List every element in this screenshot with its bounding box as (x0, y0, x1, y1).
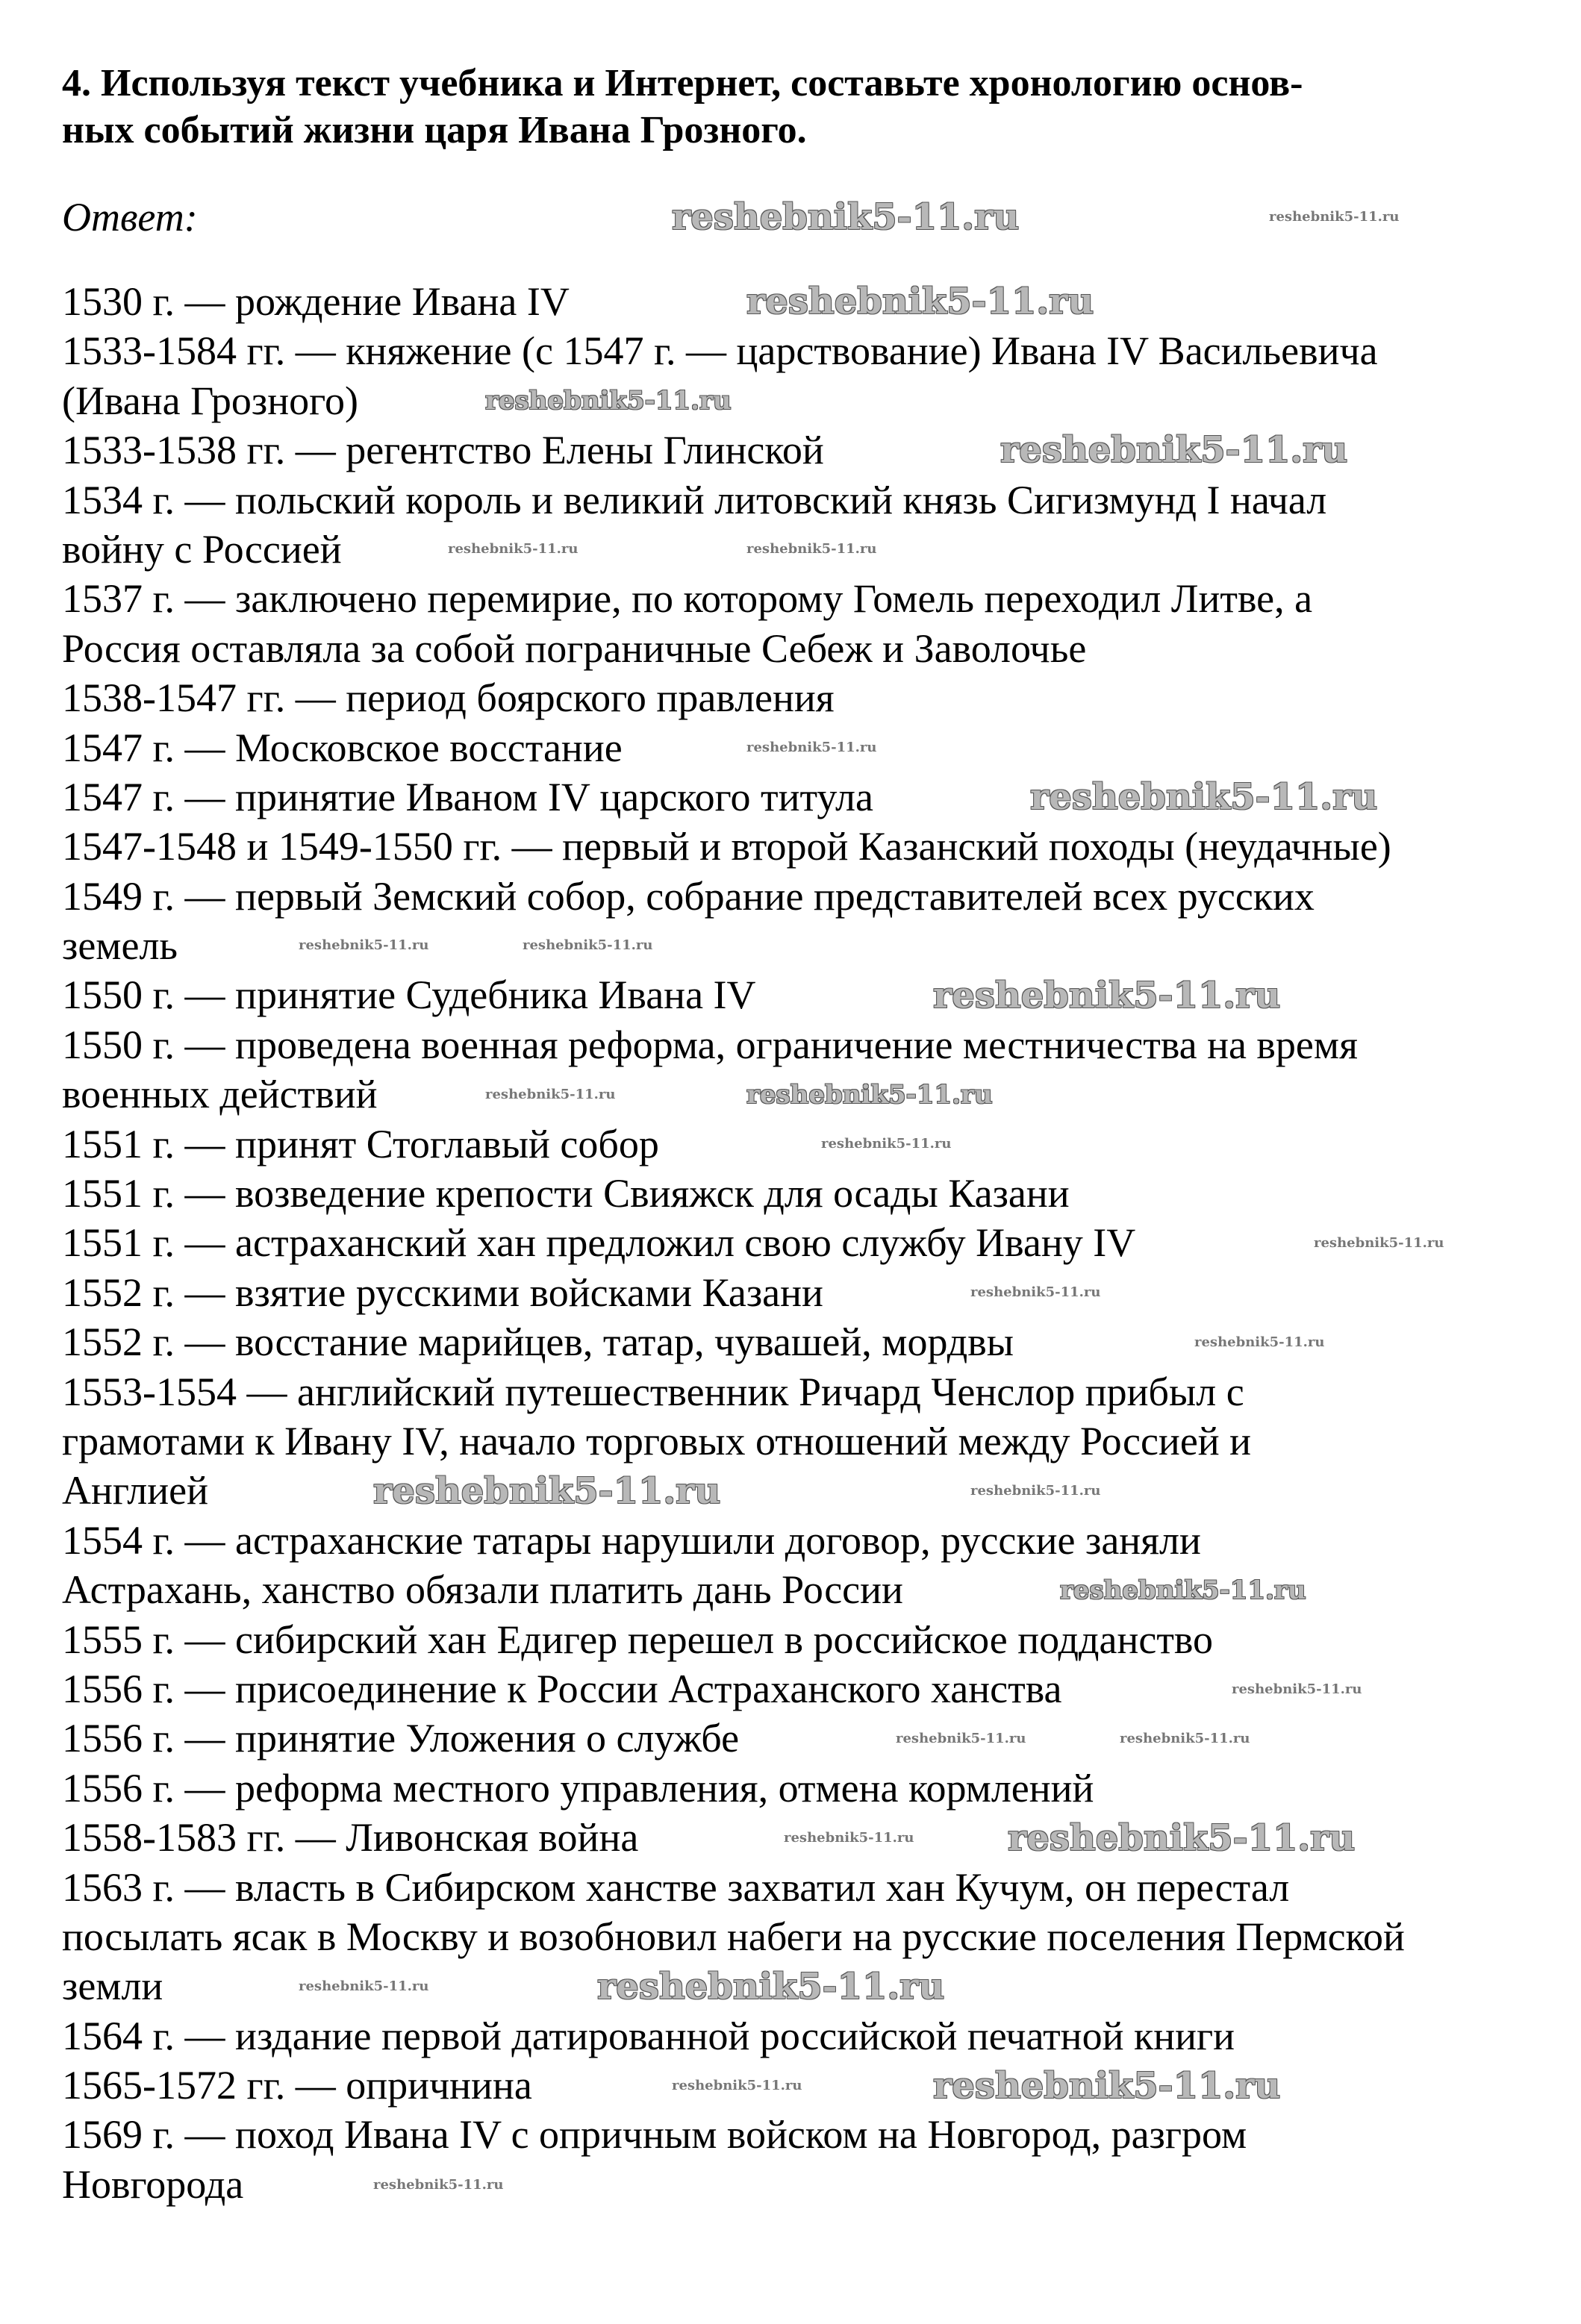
chronology-line: 1558-1583 гг. — Ливонская война (62, 1815, 639, 1861)
chronology-line: 1538-1547 гг. — период боярского правления (62, 675, 835, 721)
watermark: reshebnik5-11.ru (1120, 1731, 1250, 1746)
chronology-line: 1563 г. — власть в Сибирском ханстве захватил хан Кучум, он перестал (62, 1864, 1290, 1910)
chronology-line: 1552 г. — восстание марийцев, татар, чувашей, мордвы (62, 1319, 1014, 1365)
watermark: reshebnik5-11.ru (672, 2078, 802, 2093)
chronology-line: 1550 г. — проведена военная реформа, ограничение местничества на время (62, 1022, 1358, 1067)
watermark: reshebnik5-11.ru (933, 2065, 1281, 2107)
watermark: reshebnik5-11.ru (933, 975, 1281, 1016)
chronology-line: 1565-1572 гг. — опричнина (62, 2063, 532, 2108)
watermark: reshebnik5-11.ru (970, 1284, 1101, 1300)
chronology-line: земли (62, 1964, 163, 2009)
watermark: reshebnik5-11.ru (896, 1731, 1026, 1746)
chronology-line: 1533-1538 гг. — регентство Елены Глинской (62, 428, 824, 473)
chronology-line: 1549 г. — первый Земский собор, собрание представителей всех русских (62, 873, 1315, 919)
heading-line: ных событий жизни царя Ивана Грозного. (62, 109, 807, 152)
chronology-line: 1551 г. — астраханский хан предложил свою службу Ивану IV (62, 1220, 1136, 1266)
watermark: reshebnik5-11.ru (784, 1830, 914, 1846)
chronology-line: 1534 г. — польский король и великий литовский князь Сигизмунд I начал (62, 477, 1327, 522)
watermark: reshebnik5-11.ru (970, 1483, 1101, 1499)
chronology-line: 1555 г. — сибирский хан Едигер перешел в российское подданство (62, 1617, 1214, 1662)
chronology-line: 1547 г. — Московское восстание (62, 725, 623, 770)
watermark: reshebnik5-11.ru (523, 937, 653, 953)
chronology-line: 1550 г. — принятие Судебника Ивана IV (62, 972, 756, 1018)
chronology-line: 1554 г. — астраханские татары нарушили договор, русские заняли (62, 1517, 1201, 1563)
chronology-line: 1553-1554 — английский путешественник Ричард Ченслор прибыл с (62, 1369, 1244, 1414)
chronology-line: 1564 г. — издание первой датированной российской печатной книги (62, 2013, 1235, 2058)
watermark: reshebnik5-11.ru (373, 1470, 721, 1512)
watermark: reshebnik5-11.ru (1008, 1817, 1356, 1859)
chronology-line: военных действий (62, 1072, 378, 1117)
watermark: reshebnik5-11.ru (746, 1080, 993, 1110)
chronology-line: 1556 г. — присоединение к России Астраханского ханства (62, 1666, 1062, 1711)
watermark: reshebnik5-11.ru (299, 1978, 429, 1994)
chronology-line: 1556 г. — принятие Уложения о службе (62, 1716, 740, 1761)
watermark: reshebnik5-11.ru (299, 937, 429, 953)
watermark: reshebnik5-11.ru (1314, 1235, 1444, 1251)
chronology-line: Новгорода (62, 2161, 244, 2207)
chronology-line: 1551 г. — возведение крепости Свияжск для осады Казани (62, 1171, 1070, 1216)
chronology-line: 1551 г. — принят Стоглавый собор (62, 1121, 659, 1166)
watermark: reshebnik5-11.ru (597, 1966, 945, 2008)
chronology-line: 1537 г. — заключено перемирие, по которому Гомель переходил Литве, а (62, 576, 1313, 622)
chronology-line: 1530 г. — рождение Ивана IV (62, 279, 570, 324)
watermark: reshebnik5-11.ru (821, 1136, 952, 1152)
chronology-line: Англией (62, 1468, 209, 1514)
watermark: reshebnik5-11.ru (672, 196, 1020, 238)
watermark: reshebnik5-11.ru (1060, 1575, 1306, 1605)
watermark: reshebnik5-11.ru (485, 386, 732, 416)
chronology-line: 1552 г. — взятие русскими войсками Казани (62, 1269, 823, 1315)
chronology-line: Астрахань, ханство обязали платить дань России (62, 1567, 903, 1613)
watermark: reshebnik5-11.ru (1269, 209, 1400, 225)
chronology-list (62, 277, 1405, 2209)
chronology-line: 1547-1548 и 1549-1550 гг. — первый и второй Казанский походы (неудачные) (62, 824, 1391, 869)
chronology-line: войну с Россией (62, 526, 342, 572)
task-heading (62, 60, 1303, 154)
answer-label: Ответ: (62, 195, 198, 240)
watermark: reshebnik5-11.ru (1232, 1681, 1362, 1697)
chronology-line: грамотами к Ивану IV, начало торговых отношений между Россией и (62, 1418, 1252, 1464)
chronology-line: 1556 г. — реформа местного управления, отмена кормлений (62, 1765, 1094, 1811)
watermark: reshebnik5-11.ru (1000, 429, 1348, 471)
chronology-line: земель (62, 923, 178, 969)
chronology-line: 1569 г. — поход Ивана IV с опричным войском на Новгород, разгром (62, 2112, 1247, 2158)
watermark: reshebnik5-11.ru (448, 541, 579, 557)
watermark: reshebnik5-11.ru (746, 740, 877, 755)
heading-line: 4. Используя текст учебника и Интернет, составьте хронологию основ- (62, 62, 1303, 104)
watermark: reshebnik5-11.ru (746, 541, 877, 557)
chronology-line: посылать ясак в Москву и возобновил набеги на русские поселения Пермской (62, 1914, 1405, 1959)
watermark: reshebnik5-11.ru (1030, 776, 1378, 818)
chronology-line: (Ивана Грозного) (62, 378, 358, 423)
watermark: reshebnik5-11.ru (485, 1087, 616, 1102)
watermark: reshebnik5-11.ru (373, 2177, 504, 2193)
watermark: reshebnik5-11.ru (746, 281, 1094, 322)
chronology-line: 1533-1584 гг. — княжение (с 1547 г. — царствование) Ивана IV Васильевича (62, 328, 1378, 374)
chronology-line: Россия оставляла за собой пограничные Себеж и Заволочье (62, 625, 1087, 671)
chronology-line: 1547 г. — принятие Иваном IV царского титула (62, 774, 873, 819)
watermark: reshebnik5-11.ru (1194, 1334, 1325, 1350)
